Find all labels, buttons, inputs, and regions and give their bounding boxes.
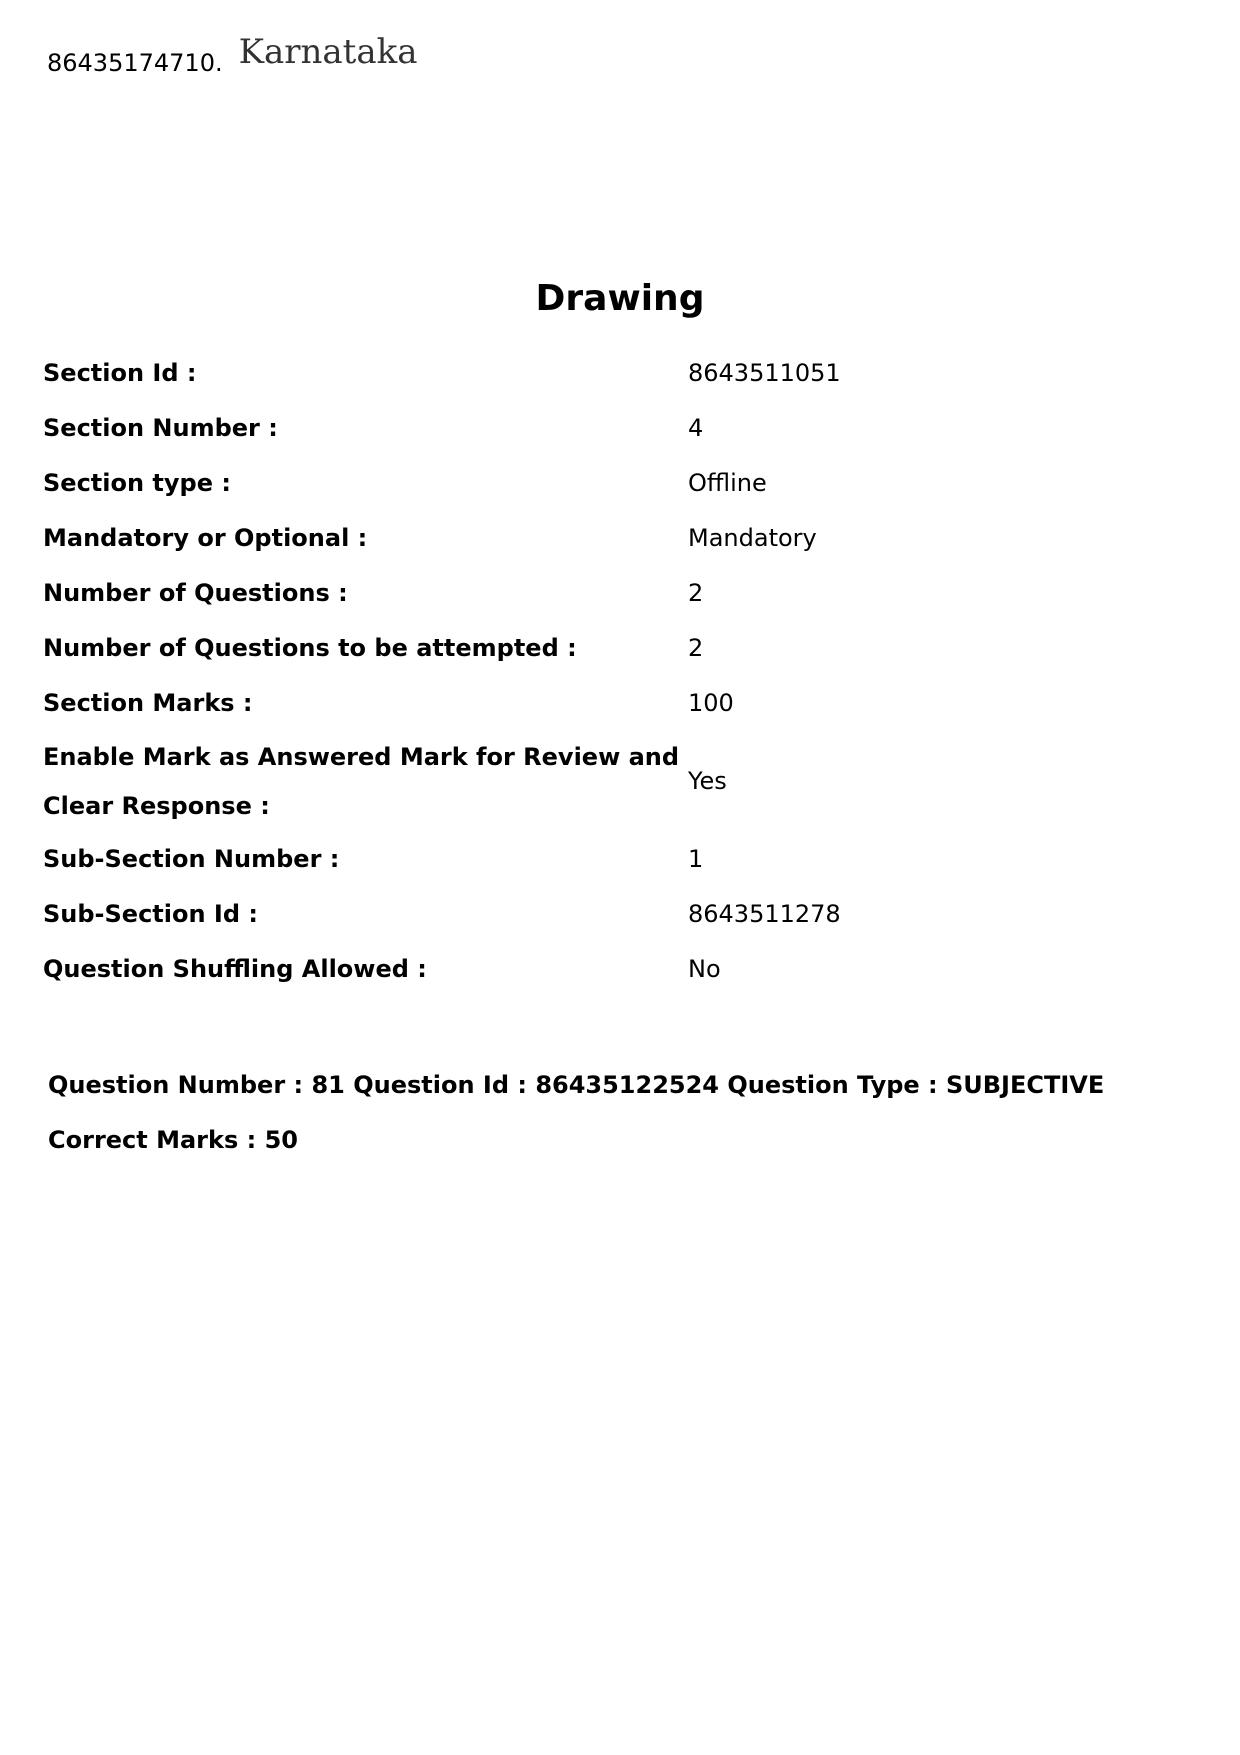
info-value: No (688, 955, 721, 983)
info-value: 4 (688, 414, 704, 442)
info-value: Mandatory (688, 524, 817, 552)
info-label: Number of Questions to be attempted : (43, 634, 577, 662)
header-place: Karnataka (238, 32, 418, 72)
info-label: Sub-Section Number : (43, 845, 340, 873)
info-label: Section Marks : (43, 689, 253, 717)
info-row-enable-mark (43, 731, 1193, 832)
info-row-section-marks (43, 676, 1193, 731)
info-value: 2 (688, 579, 704, 607)
info-value: 1 (688, 845, 704, 873)
info-value: 100 (688, 689, 734, 717)
info-label: Mandatory or Optional : (43, 524, 368, 552)
info-label: Section type : (43, 469, 231, 497)
info-row-section-type (43, 456, 1193, 511)
section-info-table (43, 346, 1193, 997)
section-title: Drawing (535, 278, 705, 319)
info-row-sub-section-number (43, 832, 1193, 887)
info-label: Question Shuffling Allowed : (43, 955, 427, 983)
info-row-questions-to-attempt (43, 621, 1193, 676)
info-value: Yes (688, 767, 727, 795)
info-label: Section Id : (43, 359, 197, 387)
info-label: Sub-Section Id : (43, 900, 258, 928)
header-number: 86435174710. (47, 49, 223, 77)
info-row-section-id (43, 346, 1193, 401)
info-row-question-shuffling (43, 942, 1193, 997)
info-value: 8643511278 (688, 900, 841, 928)
info-row-section-number (43, 401, 1193, 456)
info-value: Offline (688, 469, 767, 497)
question-info-line: Question Number : 81 Question Id : 86435122524 Question Type : SUBJECTIVE (48, 1071, 1105, 1099)
info-value: 2 (688, 634, 704, 662)
page-header (47, 32, 418, 80)
info-row-number-of-questions (43, 566, 1193, 621)
info-label: Enable Mark as Answered Mark for Review and Clear Response : (43, 742, 680, 820)
question-marks-line: Correct Marks : 50 (48, 1126, 298, 1154)
info-label: Section Number : (43, 414, 278, 442)
info-row-mandatory (43, 511, 1193, 566)
question-block (48, 1058, 1104, 1168)
info-row-sub-section-id (43, 887, 1193, 942)
info-value: 8643511051 (688, 359, 841, 387)
info-label: Number of Questions : (43, 579, 348, 607)
